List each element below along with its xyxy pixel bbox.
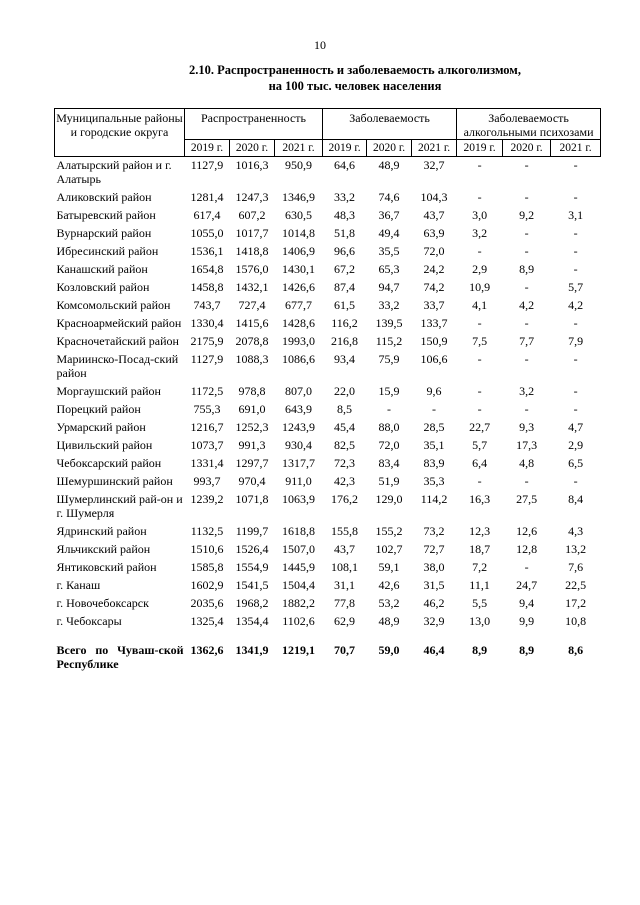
- total-row: [55, 643, 601, 671]
- row-value: 2078,8: [235, 334, 269, 348]
- row-value: 1354,4: [235, 614, 269, 628]
- row-value: 1510,6: [190, 542, 224, 556]
- row-value: 1317,7: [282, 456, 316, 470]
- row-value: 677,7: [285, 298, 313, 312]
- row-value: 1507,0: [282, 542, 316, 556]
- row-value: -: [573, 158, 578, 172]
- row-value: -: [477, 190, 482, 204]
- header-year: 2020 г.: [230, 140, 275, 157]
- row-value: 1331,4: [190, 456, 224, 470]
- row-value: 807,0: [285, 384, 313, 398]
- row-value: -: [573, 262, 578, 276]
- table-row: [55, 541, 601, 559]
- row-value: 1063,9: [282, 492, 316, 506]
- row-value: 9,4: [519, 596, 535, 610]
- header-year: 2021 г.: [275, 140, 323, 157]
- row-value: 35,3: [423, 474, 445, 488]
- row-value: 1618,8: [282, 524, 316, 538]
- row-name: Аликовский район: [56, 190, 152, 204]
- row-name: Мариинско-Посад-ский район: [56, 352, 179, 380]
- row-value: 48,9: [378, 158, 400, 172]
- row-value: 6,4: [472, 456, 488, 470]
- row-value: 42,6: [378, 578, 400, 592]
- row-value: 8,9: [519, 643, 535, 657]
- row-value: 31,5: [423, 578, 445, 592]
- row-value: 59,1: [378, 560, 400, 574]
- row-value: -: [524, 560, 529, 574]
- row-value: 1430,1: [282, 262, 316, 276]
- table-row: [55, 207, 601, 225]
- row-name: Комсомольский район: [56, 298, 171, 312]
- row-value: 978,8: [238, 384, 266, 398]
- row-value: 83,4: [378, 456, 400, 470]
- row-name: Цивильский район: [56, 438, 153, 452]
- row-value: 74,6: [378, 190, 400, 204]
- row-value: -: [573, 384, 578, 398]
- row-value: 1362,6: [190, 643, 224, 657]
- row-value: 9,2: [519, 208, 535, 222]
- row-value: 1432,1: [235, 280, 269, 294]
- row-value: 72,0: [423, 244, 445, 258]
- row-value: 7,2: [472, 560, 488, 574]
- row-value: 4,2: [519, 298, 535, 312]
- row-value: -: [477, 352, 482, 366]
- row-name: г. Новочебоксарск: [56, 596, 149, 610]
- row-value: 93,4: [334, 352, 356, 366]
- row-value: 1247,3: [235, 190, 269, 204]
- row-value: 49,4: [378, 226, 400, 240]
- row-value: 1504,4: [282, 578, 316, 592]
- row-value: 1088,3: [235, 352, 269, 366]
- row-value: 43,7: [334, 542, 356, 556]
- row-value: 24,2: [423, 262, 445, 276]
- row-value: 45,4: [334, 420, 356, 434]
- row-value: -: [524, 352, 529, 366]
- row-name: Канашский район: [56, 262, 148, 276]
- row-name: г. Чебоксары: [56, 614, 122, 628]
- row-value: 691,0: [238, 402, 266, 416]
- row-value: 1554,9: [235, 560, 269, 574]
- row-value: 70,7: [334, 643, 356, 657]
- row-name: Всего по Чуваш-ской Республике: [56, 643, 184, 671]
- row-name: г. Канаш: [56, 578, 101, 592]
- row-value: 4,7: [568, 420, 584, 434]
- row-value: -: [573, 316, 578, 330]
- row-value: 75,9: [378, 352, 400, 366]
- row-value: 28,5: [423, 420, 445, 434]
- row-value: 755,3: [193, 402, 221, 416]
- row-name: Красноармейский район: [56, 316, 182, 330]
- row-value: 94,7: [378, 280, 400, 294]
- row-value: 8,4: [568, 492, 584, 506]
- row-value: 991,3: [238, 438, 266, 452]
- row-value: 18,7: [469, 542, 491, 556]
- row-name: Яльчикский район: [56, 542, 151, 556]
- row-value: 27,5: [516, 492, 538, 506]
- row-value: 1127,9: [190, 158, 224, 172]
- header-year: 2021 г.: [551, 140, 601, 157]
- row-value: 104,3: [420, 190, 448, 204]
- row-value: 87,4: [334, 280, 356, 294]
- row-value: -: [524, 158, 529, 172]
- row-value: 9,6: [426, 384, 442, 398]
- row-value: -: [573, 190, 578, 204]
- row-value: 1585,8: [190, 560, 224, 574]
- row-value: 46,4: [423, 643, 445, 657]
- row-value: 22,7: [469, 420, 491, 434]
- row-name: Красночетайский район: [56, 334, 179, 348]
- row-value: 8,9: [519, 262, 535, 276]
- table-row: [55, 351, 601, 383]
- alcoholism-table: [54, 108, 601, 671]
- row-name: Янтиковский район: [56, 560, 157, 574]
- row-value: 9,9: [519, 614, 535, 628]
- row-value: 83,9: [423, 456, 445, 470]
- row-value: 31,1: [334, 578, 356, 592]
- row-value: 607,2: [238, 208, 266, 222]
- row-value: 115,2: [375, 334, 403, 348]
- row-value: 12,8: [516, 542, 538, 556]
- row-value: 13,0: [469, 614, 491, 628]
- row-value: 53,2: [378, 596, 400, 610]
- row-value: 1281,4: [190, 190, 224, 204]
- row-value: 4,3: [568, 524, 584, 538]
- row-value: -: [477, 244, 482, 258]
- row-value: 911,0: [285, 474, 312, 488]
- row-value: 1252,3: [235, 420, 269, 434]
- row-value: 35,5: [378, 244, 400, 258]
- row-name: Урмарский район: [56, 420, 146, 434]
- row-value: -: [477, 402, 482, 416]
- row-value: 930,4: [285, 438, 313, 452]
- row-value: 1993,0: [282, 334, 316, 348]
- row-value: -: [387, 402, 392, 416]
- page-number: 10: [314, 38, 326, 52]
- row-name: Ядринский район: [56, 524, 147, 538]
- row-value: 48,3: [334, 208, 356, 222]
- row-value: 7,6: [568, 560, 584, 574]
- header-year: 2019 г.: [185, 140, 230, 157]
- row-value: 2,9: [472, 262, 488, 276]
- header-year: 2019 г.: [323, 140, 367, 157]
- row-name: Шумерлинский рай-он и г. Шумерля: [56, 492, 183, 520]
- row-value: 74,2: [423, 280, 445, 294]
- row-value: -: [573, 352, 578, 366]
- row-value: 1127,9: [190, 352, 224, 366]
- row-name: Ибресинский район: [56, 244, 159, 258]
- header-year: 2019 г.: [457, 140, 503, 157]
- row-value: 1406,9: [282, 244, 316, 258]
- row-value: 1654,8: [190, 262, 224, 276]
- row-value: 133,7: [420, 316, 448, 330]
- row-value: 7,9: [568, 334, 584, 348]
- row-value: 73,2: [423, 524, 445, 538]
- row-value: 1576,0: [235, 262, 269, 276]
- row-value: 5,7: [472, 438, 488, 452]
- table-row: [55, 437, 601, 455]
- row-value: -: [524, 244, 529, 258]
- row-value: 1172,5: [190, 384, 224, 398]
- table-title-line-1: 2.10. Распространенность и заболеваемость алкоголизмом,: [189, 63, 521, 77]
- table-row: [55, 613, 601, 631]
- row-value: 3,2: [519, 384, 535, 398]
- row-value: 72,7: [423, 542, 445, 556]
- row-value: 1055,0: [190, 226, 224, 240]
- table-title-line-2: на 100 тыс. человек населения: [268, 79, 442, 93]
- row-value: -: [524, 226, 529, 240]
- row-value: 1536,1: [190, 244, 224, 258]
- row-value: 77,8: [334, 596, 356, 610]
- row-value: 1968,2: [235, 596, 269, 610]
- row-value: 32,7: [423, 158, 445, 172]
- row-name: Чебоксарский район: [56, 456, 162, 470]
- row-value: 12,6: [516, 524, 538, 538]
- row-value: 3,0: [472, 208, 488, 222]
- table-row: [55, 491, 601, 523]
- row-value: 139,5: [375, 316, 403, 330]
- row-value: 630,5: [285, 208, 313, 222]
- header-incidence: Заболеваемость: [323, 109, 457, 140]
- row-value: 2035,6: [190, 596, 224, 610]
- row-value: 2175,9: [190, 334, 224, 348]
- table-row: [55, 261, 601, 279]
- header-row-groups: [55, 109, 601, 140]
- header-psychosis: Заболеваемость алкогольными психозами: [457, 109, 601, 140]
- table-row: [55, 595, 601, 613]
- table-row: [55, 383, 601, 401]
- row-value: 13,2: [565, 542, 587, 556]
- row-value: 1239,2: [190, 492, 224, 506]
- row-value: -: [524, 402, 529, 416]
- row-value: 62,9: [334, 614, 356, 628]
- row-value: 1418,8: [235, 244, 269, 258]
- table-row: [55, 157, 601, 190]
- row-value: 1016,3: [235, 158, 269, 172]
- row-value: -: [524, 316, 529, 330]
- row-value: 3,1: [568, 208, 584, 222]
- row-value: -: [573, 244, 578, 258]
- table-row: [55, 455, 601, 473]
- row-name: Порецкий район: [56, 402, 141, 416]
- spacer-row: [55, 631, 601, 643]
- row-value: 15,9: [378, 384, 400, 398]
- header-year: 2020 г.: [367, 140, 412, 157]
- row-value: 7,7: [519, 334, 535, 348]
- table-row: [55, 559, 601, 577]
- row-value: 114,2: [420, 492, 448, 506]
- row-value: 72,0: [378, 438, 400, 452]
- row-value: 24,7: [516, 578, 538, 592]
- row-value: -: [477, 474, 482, 488]
- table-body: [55, 157, 601, 672]
- row-value: 106,6: [420, 352, 448, 366]
- row-value: 42,3: [334, 474, 356, 488]
- row-value: 8,6: [568, 643, 584, 657]
- header-prevalence: Распространенность: [185, 109, 323, 140]
- row-value: 5,7: [568, 280, 584, 294]
- row-value: 1073,7: [190, 438, 224, 452]
- row-value: 8,9: [472, 643, 488, 657]
- row-value: 102,7: [375, 542, 403, 556]
- row-value: 1882,2: [282, 596, 316, 610]
- row-value: 970,4: [238, 474, 266, 488]
- row-value: 176,2: [331, 492, 359, 506]
- row-value: 155,8: [331, 524, 359, 538]
- table-row: [55, 401, 601, 419]
- row-value: 1216,7: [190, 420, 224, 434]
- row-value: -: [524, 474, 529, 488]
- row-value: 65,3: [378, 262, 400, 276]
- row-value: 6,5: [568, 456, 584, 470]
- row-value: 1297,7: [235, 456, 269, 470]
- row-value: 1086,6: [282, 352, 316, 366]
- row-value: 727,4: [238, 298, 266, 312]
- row-value: -: [524, 280, 529, 294]
- row-value: 1458,8: [190, 280, 224, 294]
- row-name: Батыревский район: [56, 208, 156, 222]
- table-row: [55, 523, 601, 541]
- row-value: 35,1: [423, 438, 445, 452]
- row-value: 10,8: [565, 614, 587, 628]
- row-value: 33,7: [423, 298, 445, 312]
- row-value: 8,5: [337, 402, 353, 416]
- row-value: 1132,5: [190, 524, 224, 538]
- row-name: Вурнарский район: [56, 226, 152, 240]
- row-value: 643,9: [285, 402, 313, 416]
- row-value: -: [573, 226, 578, 240]
- row-value: 17,2: [565, 596, 587, 610]
- row-name: Моргаушский район: [56, 384, 161, 398]
- row-value: 743,7: [193, 298, 221, 312]
- row-value: 7,5: [472, 334, 488, 348]
- row-value: 993,7: [193, 474, 221, 488]
- row-value: 46,2: [423, 596, 445, 610]
- row-value: 22,0: [334, 384, 356, 398]
- row-value: 22,5: [565, 578, 587, 592]
- row-value: -: [573, 402, 578, 416]
- row-value: 1341,9: [235, 643, 269, 657]
- row-name: Козловский район: [56, 280, 150, 294]
- row-value: 96,6: [334, 244, 356, 258]
- row-value: 108,1: [331, 560, 359, 574]
- row-value: 32,9: [423, 614, 445, 628]
- row-value: 33,2: [334, 190, 356, 204]
- row-value: 16,3: [469, 492, 491, 506]
- row-value: 4,2: [568, 298, 584, 312]
- header-area: Муниципальные районы и городские округа: [55, 109, 185, 157]
- spacer-cell: [55, 631, 601, 643]
- row-value: 1426,6: [282, 280, 316, 294]
- row-value: 82,5: [334, 438, 356, 452]
- row-value: 150,9: [420, 334, 448, 348]
- table-row: [55, 333, 601, 351]
- row-value: 1017,7: [235, 226, 269, 240]
- row-value: 64,6: [334, 158, 356, 172]
- row-value: 51,8: [334, 226, 356, 240]
- row-value: 3,2: [472, 226, 488, 240]
- row-value: 72,3: [334, 456, 356, 470]
- row-value: 51,9: [378, 474, 400, 488]
- row-name: Алатырский район и г. Алатырь: [56, 158, 172, 186]
- table-row: [55, 315, 601, 333]
- table-row: [55, 473, 601, 491]
- row-name: Шемуршинский район: [56, 474, 173, 488]
- row-value: 2,9: [568, 438, 584, 452]
- table-row: [55, 225, 601, 243]
- row-value: 116,2: [331, 316, 358, 330]
- row-value: 12,3: [469, 524, 491, 538]
- row-value: 1325,4: [190, 614, 224, 628]
- row-value: -: [524, 190, 529, 204]
- table-row: [55, 419, 601, 437]
- header-year: 2021 г.: [412, 140, 457, 157]
- header-year: 2020 г.: [503, 140, 551, 157]
- row-value: 950,9: [285, 158, 313, 172]
- row-value: 1330,4: [190, 316, 224, 330]
- row-value: 36,7: [378, 208, 400, 222]
- row-value: 17,3: [516, 438, 538, 452]
- table-row: [55, 189, 601, 207]
- row-value: 4,8: [519, 456, 535, 470]
- row-value: -: [432, 402, 437, 416]
- row-value: -: [477, 158, 482, 172]
- row-value: 10,9: [469, 280, 491, 294]
- row-value: 38,0: [423, 560, 445, 574]
- row-value: 1102,6: [282, 614, 315, 628]
- row-value: 155,2: [375, 524, 403, 538]
- row-value: 63,9: [423, 226, 445, 240]
- row-value: 1219,1: [282, 643, 316, 657]
- row-value: -: [573, 474, 578, 488]
- row-value: 1243,9: [282, 420, 316, 434]
- row-value: 1602,9: [190, 578, 224, 592]
- row-value: 1445,9: [282, 560, 316, 574]
- row-value: 1428,6: [282, 316, 316, 330]
- row-value: 88,0: [378, 420, 400, 434]
- row-value: 48,9: [378, 614, 400, 628]
- row-value: 33,2: [378, 298, 400, 312]
- row-value: 59,0: [378, 643, 400, 657]
- row-value: 4,1: [472, 298, 488, 312]
- table-title: [120, 62, 590, 94]
- row-value: 1541,5: [235, 578, 269, 592]
- row-value: 216,8: [331, 334, 359, 348]
- row-value: 61,5: [334, 298, 356, 312]
- row-value: 1014,8: [282, 226, 316, 240]
- table-row: [55, 243, 601, 261]
- row-value: 9,3: [519, 420, 535, 434]
- table-row: [55, 279, 601, 297]
- table-row: [55, 577, 601, 595]
- row-value: 617,4: [193, 208, 221, 222]
- row-value: 129,0: [375, 492, 403, 506]
- row-value: 1346,9: [282, 190, 316, 204]
- row-value: 1199,7: [235, 524, 269, 538]
- row-value: 1415,6: [235, 316, 269, 330]
- row-value: 11,1: [469, 578, 490, 592]
- row-value: 5,5: [472, 596, 488, 610]
- row-value: -: [477, 316, 482, 330]
- row-value: 1526,4: [235, 542, 269, 556]
- row-value: -: [477, 384, 482, 398]
- row-value: 43,7: [423, 208, 445, 222]
- row-value: 67,2: [334, 262, 356, 276]
- table-row: [55, 297, 601, 315]
- row-value: 1071,8: [235, 492, 269, 506]
